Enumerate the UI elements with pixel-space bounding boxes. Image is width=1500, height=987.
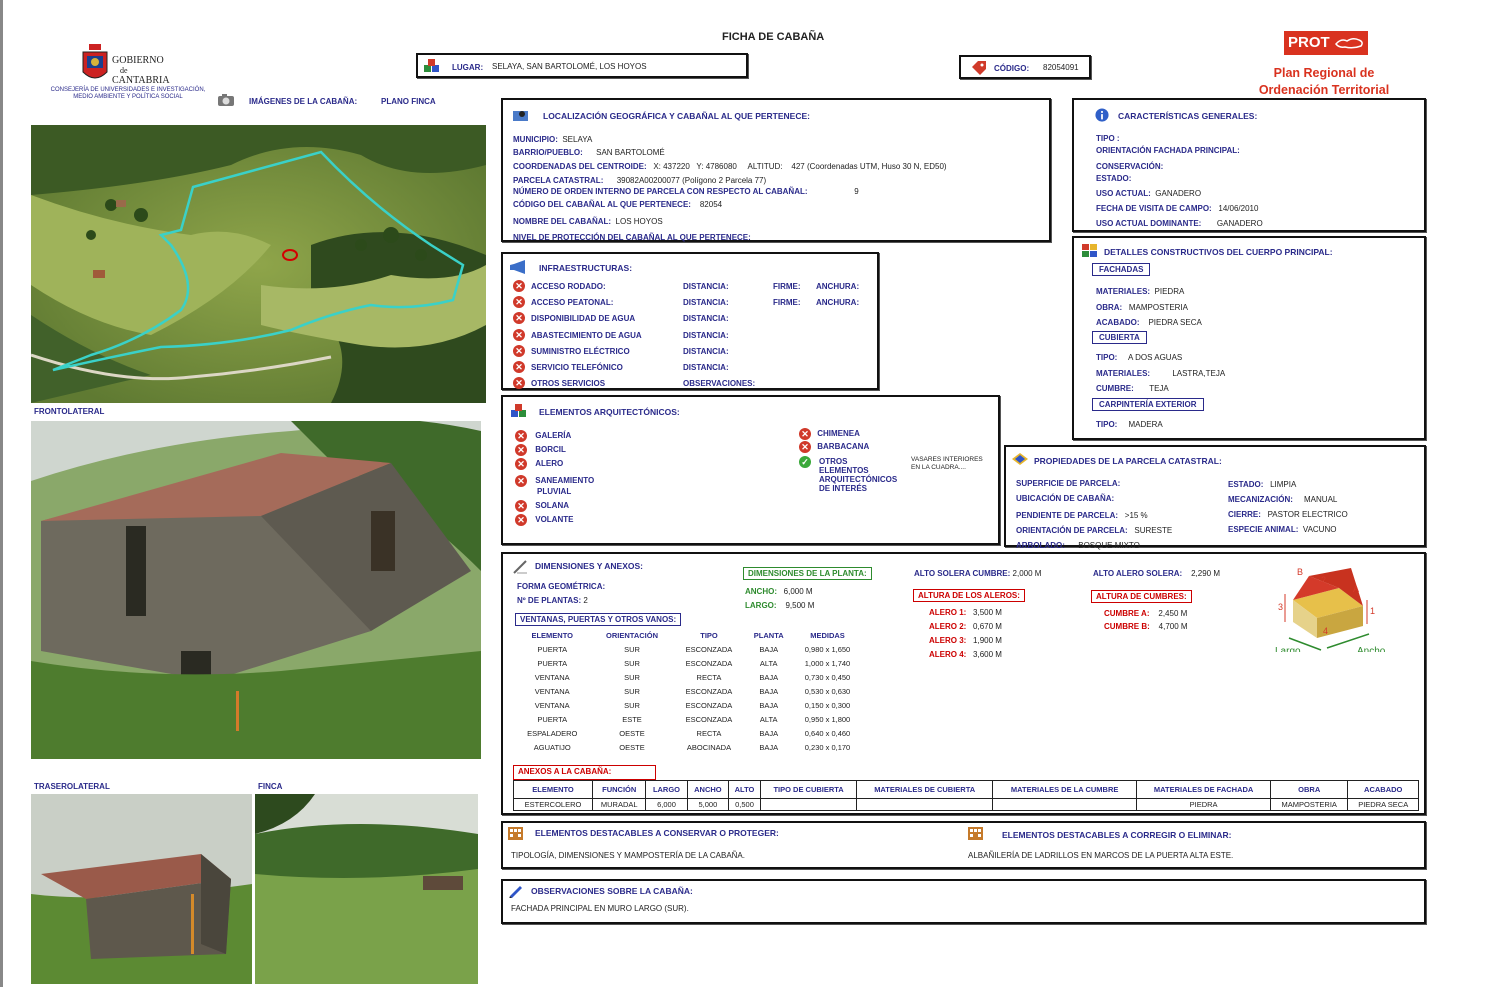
camera-icon [217, 93, 235, 107]
observaciones-value: FACHADA PRINCIPAL EN MURO LARGO (SUR). [511, 904, 689, 913]
carpinteria-pill: CARPINTERÍA EXTERIOR [1092, 398, 1204, 411]
caracteristicas-fields: TIPO : ORIENTACIÓN FACHADA PRINCIPAL: CONSERVACIÓN: ESTADO: USO ACTUAL: GANADERO FECHA DE VISITA DE CAMPO: 14/06/2010 USO ACTUAL DOMINANTE: GANADERO [1096, 134, 1263, 228]
pencil-icon [508, 884, 524, 898]
frontolateral-label: FRONTOLATERAL [34, 407, 105, 416]
ventanas-cell: PUERTA [537, 644, 568, 654]
x-icon: ✕ [513, 377, 525, 389]
gov-dept: CONSEJERÍA DE UNIVERSIDADES E INVESTIGACIÓN, MEDIO AMBIENTE Y POLÍTICA SOCIAL [50, 87, 206, 100]
building-icon [508, 827, 524, 841]
check-icon: ✓ [799, 456, 811, 468]
localizacion-box [501, 98, 1051, 242]
x-icon: ✕ [515, 458, 527, 470]
x-icon: ✕ [515, 475, 527, 487]
firme-label: FIRME: [773, 298, 801, 308]
anexos-cell [857, 799, 993, 811]
ventanas-cell: BAJA [759, 644, 779, 654]
ventanas-row [513, 656, 863, 670]
ventanas-cell: AGUATIJO [533, 742, 571, 752]
svg-text:Largo: Largo [1275, 646, 1301, 652]
infra-label: ACCESO PEATONAL: [531, 298, 614, 308]
ventanas-cell: ABOCINADA [686, 742, 732, 752]
ventanas-cell: 0,530 x 0,630 [804, 686, 851, 696]
ventanas-cell: ESCONZADA [685, 644, 733, 654]
destacables-box [501, 821, 1426, 869]
cubierta-fields: TIPO: A DOS AGUAS MATERIALES: LASTRA,TEJA CUMBRE: TEJA [1096, 353, 1226, 393]
detalles-box [1072, 236, 1426, 440]
ventanas-cell: SUR [624, 686, 640, 696]
cantabria-map-icon [1335, 36, 1365, 50]
anchura-label: ANCHURA: [816, 282, 860, 291]
ventanas-cell: 0,730 x 0,450 [804, 672, 851, 682]
anexos-header: MATERIALES DE FACHADA [1137, 781, 1271, 799]
cubes-icon [1012, 453, 1028, 467]
propiedades-right: ESTADO: LIMPIA MECANIZACIÓN: MANUAL CIERRE: PASTOR ELECTRICO ESPECIE ANIMAL: VACUNO [1228, 480, 1348, 534]
anexos-table [513, 780, 1419, 811]
ventanas-cell: 0,150 x 0,300 [804, 700, 851, 710]
x-icon: ✕ [513, 361, 525, 373]
ventanas-cell: SUR [624, 700, 640, 710]
infra-row [513, 345, 873, 359]
cubierta-pill: CUBIERTA [1092, 331, 1147, 344]
ventanas-cell: PUERTA [537, 714, 568, 724]
gobierno-cantabria-logo [80, 40, 110, 86]
ventanas-table [513, 629, 863, 754]
codigo-box [959, 55, 1091, 79]
observaciones-label: OBSERVACIONES: [683, 379, 756, 389]
ventanas-cell: RECTA [696, 728, 722, 738]
propiedades-left: SUPERFICIE DE PARCELA: UBICACIÓN DE CABAÑA: PENDIENTE DE PARCELA: >15 % ORIENTACIÓN DE PARCELA: SURESTE ARBOLADO: BOSQUE MIXTO [1016, 479, 1173, 550]
distancia-label: DISTANCIA: [683, 314, 729, 324]
ventanas-row [513, 726, 863, 740]
codigo-value: 82054091 [1043, 63, 1079, 72]
prot-badge: PROT [1284, 31, 1368, 55]
ventanas-cell: 0,640 x 0,460 [804, 728, 851, 738]
distancia-label: DISTANCIA: [683, 363, 729, 372]
x-icon: ✕ [513, 312, 525, 324]
infra-row [513, 377, 873, 391]
ventanas-cell: SUR [624, 672, 640, 682]
ventanas-row [513, 698, 863, 712]
anexos-pill: ANEXOS A LA CABAÑA: [513, 765, 656, 780]
lugar-label: LUGAR: [452, 63, 484, 72]
caracteristicas-title: CARACTERÍSTICAS GENERALES: [1118, 111, 1258, 121]
distancia-label: DISTANCIA: [683, 282, 729, 291]
infra-row [513, 280, 873, 294]
aerial-plot-image [31, 125, 486, 403]
ventanas-cell: PUERTA [537, 658, 568, 668]
frontolateral-photo [31, 421, 481, 759]
infra-label: OTROS SERVICIOS [531, 379, 606, 389]
infra-label: ABASTECIMIENTO DE AGUA [531, 330, 642, 340]
x-icon: ✕ [515, 514, 527, 526]
anexos-cell: MAMPOSTERIA [1271, 799, 1348, 811]
svg-text:A: A [1353, 584, 1360, 594]
arquitectonicos-box [501, 395, 1000, 545]
anexos-header: OBRA [1271, 781, 1348, 799]
x-icon: ✕ [515, 444, 527, 456]
plano-finca-label: PLANO FINCA [381, 97, 436, 106]
dim-planta-values: ANCHO: 6,000 M LARGO: 9,500 M [745, 587, 815, 610]
finca-photo [255, 794, 478, 984]
ventanas-row [513, 670, 863, 684]
ventanas-cell: ESPALADERO [527, 728, 578, 738]
traserolateral-photo [31, 794, 252, 984]
infra-label: SUMINISTRO ELÉCTRICO [531, 346, 630, 356]
ventanas-cell: OESTE [619, 742, 645, 752]
ventanas-row [513, 684, 863, 698]
distancia-label: DISTANCIA: [683, 330, 729, 340]
localizacion-fields: MUNICIPIO: SELAYA BARRIO/PUEBLO: SAN BARTOLOMÉ COORDENADAS DEL CENTROIDE: X: 437220 Y: 4786080 ALTITUD: 427 (Coordenadas UTM, Huso 30 N, ED50) PARCELA CATASTRAL: 39082A00200077 (Polígono 2 Parcela 77) NÚMERO DE ORDEN INTERNO DE PARCELA CON RESPECTO AL CABAÑAL: 9 CÓDIGO DEL CABAÑAL AL QUE PERTENECE: 82054 NOMBRE DEL CABAÑAL: LOS HOYOS NIVEL DE PROTECCIÓN DEL CABAÑAL AL QUE PERTENECE: [513, 135, 947, 243]
gov-name: GOBIERNO de CANTABRIA [112, 55, 170, 86]
fachadas-fields: MATERIALES: PIEDRA OBRA: MAMPOSTERIA ACABADO: PIEDRA SECA [1096, 287, 1202, 327]
infra-row [513, 361, 873, 375]
lugar-box [416, 53, 748, 78]
house-diagram [1271, 562, 1397, 652]
x-icon: ✕ [515, 430, 527, 442]
ventanas-cell: BAJA [759, 742, 779, 752]
infra-row [513, 296, 873, 310]
aleros-values: ALERO 1: 3,500 M ALERO 2: 0,670 M ALERO 3: 1,900 M ALERO 4: 3,600 M [929, 608, 1002, 659]
ventanas-cell: 1,000 x 1,740 [804, 658, 851, 668]
ventanas-cell: BAJA [759, 672, 779, 682]
x-icon: ✕ [513, 345, 525, 357]
distancia-label: DISTANCIA: [683, 346, 729, 356]
tag-icon [971, 61, 987, 75]
conservar-title: ELEMENTOS DESTACABLES A CONSERVAR O PROTEGER: [535, 828, 779, 838]
svg-text:B: B [1297, 567, 1304, 577]
anexos-cell: PIEDRA [1137, 799, 1271, 811]
arquitectonicos-title: ELEMENTOS ARQUITECTÓNICOS: [539, 407, 680, 417]
corregir-value: ALBAÑILERÍA DE LADRILLOS EN MARCOS DE LA PUERTA ALTA ESTE. [968, 851, 1234, 860]
ventanas-cell: ALTA [759, 658, 778, 668]
anexos-header: MATERIALES DE CUBIERTA [857, 781, 993, 799]
codigo-label: CÓDIGO: [994, 64, 1030, 73]
cumbres-values: CUMBRE A: 2,450 M CUMBRE B: 4,700 M [1104, 609, 1188, 631]
altura-aleros-pill: ALTURA DE LOS ALEROS: [913, 589, 1025, 602]
traserolateral-label: TRASEROLATERAL [34, 782, 110, 791]
infra-row [513, 312, 873, 326]
ventanas-cell: 0,230 x 0,170 [804, 742, 851, 752]
alto-alero: ALTO ALERO SOLERA: 2,290 M [1093, 569, 1220, 578]
svg-text:3: 3 [1278, 602, 1284, 612]
cubes-icon [424, 59, 440, 73]
page-edge [0, 0, 3, 987]
arquitectonicos-right: ✕ CHIMENEA ✕ BARBACANA ✓ OTROS ELEMENTOS ARQUITECTÓNICOS DE INTERÉS VASARES INTERIORES EN LA CUADRA.... [799, 427, 869, 468]
distancia-label: DISTANCIA: [683, 298, 729, 308]
anexos-cell: 6,000 [646, 799, 687, 811]
ventanas-cell: 0,980 x 1,650 [804, 644, 851, 654]
ventanas-cell: ESCONZADA [685, 700, 733, 710]
propiedades-title: PROPIEDADES DE LA PARCELA CATASTRAL: [1034, 456, 1222, 466]
ventanas-cell: RECTA [696, 672, 722, 682]
ventanas-cell: ESTE [622, 714, 642, 724]
infraestructuras-title: INFRAESTRUCTURAS: [539, 263, 633, 273]
ventanas-header: ORIENTACIÓN [606, 631, 658, 640]
ventanas-row [513, 712, 863, 726]
svg-text:Ancho: Ancho [1357, 646, 1386, 652]
lugar-value: SELAYA, SAN BARTOLOMÉ, LOS HOYOS [492, 62, 647, 71]
firme-label: FIRME: [773, 282, 801, 291]
corregir-title: ELEMENTOS DESTACABLES A CORREGIR O ELIMINAR: [1002, 830, 1232, 840]
altura-cumbres-pill: ALTURA DE CUMBRES: [1091, 590, 1192, 603]
anexos-header: ANCHO [687, 781, 729, 799]
ventanas-header: ELEMENTO [531, 631, 574, 640]
svg-text:4: 4 [1323, 626, 1329, 636]
anexos-header: ELEMENTO [514, 781, 593, 799]
arquitectonicos-left: ✕ GALERÍA ✕ BORCIL ✕ ALERO ✕ SANEAMIENTO PLUVIAL ✕ SOLANA ✕ VOLANTE [515, 429, 594, 527]
cubes-icon [511, 404, 527, 418]
carpinteria-fields: TIPO: MADERA [1096, 420, 1163, 429]
observaciones-box [501, 879, 1426, 924]
anexos-cell [993, 799, 1137, 811]
ventanas-cell: ALTA [759, 714, 778, 724]
anexos-header: MATERIALES DE LA CUMBRE [993, 781, 1137, 799]
infra-row [513, 329, 873, 343]
ventanas-cell: VENTANA [534, 672, 570, 682]
dim-forma: FORMA GEOMÉTRICA: Nº DE PLANTAS: 2 [517, 582, 606, 605]
propiedades-box [1004, 445, 1426, 550]
anexos-cell: 5,000 [687, 799, 729, 811]
x-icon: ✕ [799, 428, 811, 440]
ventanas-header: PLANTA [753, 631, 784, 640]
prot-title: Plan Regional de Ordenación Territorial [1258, 66, 1390, 97]
x-icon: ✕ [513, 329, 525, 341]
ventanas-cell: 0,950 x 1,800 [804, 714, 851, 724]
ventanas-cell: ESCONZADA [685, 686, 733, 696]
detalles-title: DETALLES CONSTRUCTIVOS DEL CUERPO PRINCIPAL: [1104, 247, 1333, 257]
ventanas-header: MEDIDAS [810, 631, 845, 640]
bricks-icon [1082, 244, 1098, 258]
anexos-header: FUNCIÓN [593, 781, 646, 799]
x-icon: ✕ [513, 296, 525, 308]
anexos-cell: PIEDRA SECA [1348, 799, 1419, 811]
svg-text:1: 1 [1370, 606, 1376, 616]
page-title: FICHA DE CABAÑA [722, 31, 825, 43]
finca-label: FINCA [258, 782, 283, 791]
anexos-cell: MURADAL [593, 799, 646, 811]
map-pin-icon [513, 108, 529, 122]
ventanas-cell: VENTANA [534, 686, 570, 696]
ventanas-cell: BAJA [759, 686, 779, 696]
ventanas-row [513, 642, 863, 656]
x-icon: ✕ [513, 280, 525, 292]
anexos-cell [760, 799, 856, 811]
x-icon: ✕ [799, 441, 811, 453]
anexos-header: ACABADO [1348, 781, 1419, 799]
conservar-value: TIPOLOGÍA, DIMENSIONES Y MAMPOSTERÍA DE LA CABAÑA. [511, 851, 745, 860]
anexos-header: LARGO [646, 781, 687, 799]
observaciones-title: OBSERVACIONES SOBRE LA CABAÑA: [531, 886, 693, 896]
infra-label: DISPONIBILIDAD DE AGUA [531, 314, 636, 324]
fachadas-pill: FACHADAS [1092, 263, 1150, 276]
anexos-cell: 0,500 [729, 799, 761, 811]
anchura-label: ANCHURA: [816, 298, 860, 308]
ventanas-cell: VENTANA [534, 700, 570, 710]
ventanas-cell: BAJA [759, 700, 779, 710]
building-icon [968, 827, 984, 841]
infraestructuras-box [501, 252, 879, 390]
infra-label: SERVICIO TELEFÓNICO [531, 363, 623, 372]
ventanas-cell: ESCONZADA [685, 714, 733, 724]
info-icon [1094, 108, 1110, 122]
caracteristicas-box [1072, 98, 1426, 232]
dimensiones-planta-pill: DIMENSIONES DE LA PLANTA: [743, 567, 872, 580]
ventanas-cell: ESCONZADA [685, 658, 733, 668]
ventanas-pill: VENTANAS, PUERTAS Y OTROS VANOS: [515, 613, 681, 626]
images-label: IMÁGENES DE LA CABAÑA: [249, 97, 358, 106]
dimensiones-title: DIMENSIONES Y ANEXOS: [535, 561, 644, 571]
megaphone-icon [509, 260, 527, 274]
anexos-cell: ESTERCOLERO [514, 799, 593, 811]
dimensiones-box [501, 552, 1426, 815]
ventanas-cell: OESTE [619, 728, 645, 738]
svg-text:2: 2 [1321, 575, 1327, 585]
ventanas-cell: SUR [624, 658, 640, 668]
x-icon: ✕ [515, 500, 527, 512]
ventanas-header: TIPO [700, 631, 718, 640]
ventanas-cell: SUR [624, 644, 640, 654]
ruler-icon [513, 560, 529, 574]
ventanas-row [513, 740, 863, 754]
alto-solera: ALTO SOLERA CUMBRE: 2,000 M [914, 569, 1042, 578]
anexos-header: ALTO [729, 781, 761, 799]
infra-label: ACCESO RODADO: [531, 282, 606, 291]
localizacion-title: LOCALIZACIÓN GEOGRÁFICA Y CABAÑAL AL QUE PERTENECE: [543, 111, 810, 121]
anexos-header: TIPO DE CUBIERTA [760, 781, 856, 799]
ventanas-cell: BAJA [759, 728, 779, 738]
